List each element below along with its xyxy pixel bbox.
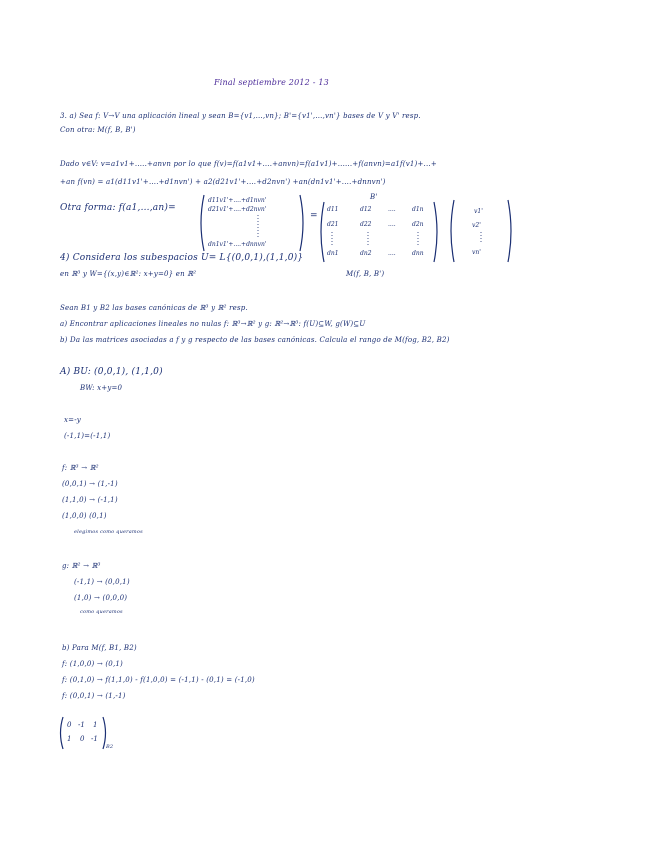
matrix-cell: d1n	[412, 206, 424, 213]
sean-line2: a) Encontrar aplicaciones lineales no nulas f: ℝ³→ℝ² y g: ℝ²→ℝ³: f(U)⊆W, g(W)⊆U	[60, 320, 366, 328]
matrix-cell: d11	[327, 206, 339, 213]
solA-line2: BW: x+y=0	[80, 384, 123, 392]
problem3-line2: Con otra: M(f, B, B')	[60, 126, 136, 134]
result-cell: -1	[78, 721, 85, 729]
basis-vector-cell: v1'	[474, 208, 483, 215]
problem3-line1: 3. a) Sea f: V→V una aplicación lineal y sean B={v1,...,vn}; B'={v1',...,vn'} bases de V y V' resp.	[60, 112, 421, 120]
expression-top: d11v1'+....+d1nvn'	[208, 197, 267, 204]
matrix-cell: ....	[388, 250, 396, 257]
dado-line1: Dado v∈V: v=a1v1+.....+anvn por lo que f(v)=f(a1v1+....+anvn)=f(a1v1)+......+f(anvn)=a1f(v1)+...+	[60, 160, 437, 168]
mf-label: M(f, B, B')	[346, 270, 385, 278]
other-forms-label: Otra forma: f(a1,...,an)=	[60, 203, 176, 213]
page-title: Final septiembre 2012 - 13	[214, 78, 329, 87]
result-cell: 1	[93, 721, 98, 729]
b-prime-label: B'	[370, 193, 378, 201]
solA-line3: x=-y	[64, 416, 81, 424]
solA-line5: f: ℝ³ → ℝ²	[62, 464, 99, 472]
matrix-cell: ....	[388, 221, 396, 228]
expression-mid: d21v1'+....+d2nvn'	[208, 206, 267, 213]
result-cell: -1	[91, 735, 98, 743]
result-matrix-subscript: B2	[106, 744, 114, 750]
solB-line1: b) Para M(f, B1, B2)	[62, 644, 137, 652]
basis-vector-cell: vn'	[472, 249, 481, 256]
matrix-cell: d22	[360, 221, 372, 228]
matrix-cell: d12	[360, 206, 372, 213]
coefficient-matrix	[318, 200, 440, 264]
result-cell: 0	[67, 721, 72, 729]
matrix-cell: ....	[388, 206, 396, 213]
solA-line1: A) BU: (0,0,1), (1,1,0)	[60, 367, 163, 377]
problem4-line1: 4) Considera los subespacios U= L{(0,0,1),(1,1,0)}	[60, 253, 304, 263]
matrix-cell: d2n	[412, 221, 424, 228]
result-cell: 1	[67, 735, 72, 743]
matrix-cell: dn2	[360, 250, 372, 257]
solA-line12: (1,0) → (0,0,0)	[74, 594, 128, 602]
solA-line10: g: ℝ² → ℝ³	[62, 562, 101, 570]
matrix-cell: dn1	[327, 250, 339, 257]
solA-line11: (-1,1) → (0,0,1)	[74, 578, 130, 586]
sean-line1: Sean B1 y B2 las bases canónicas de ℝ³ y ℝ² resp.	[60, 304, 248, 312]
dado-line2: +an f(vn) = a1(d11v1'+....+d1nvn') + a2(d21v1'+....+d2nvn') +an(dn1v1'+....+dnnvn')	[60, 178, 386, 186]
equals-sign: =	[310, 211, 318, 221]
expression-bottom: dn1v1'+....+dnnvn'	[208, 241, 267, 248]
basis-vector-cell: v2'	[472, 222, 481, 229]
solA-line8: (1,0,0) (0,1)	[62, 512, 107, 520]
solB-line4: f: (0,0,1) → (1,-1)	[62, 692, 126, 700]
matrix-cell: dnn	[412, 250, 424, 257]
expression-column	[198, 193, 306, 253]
solA-line7: (1,1,0) → (-1,1)	[62, 496, 118, 504]
result-matrix	[58, 716, 108, 750]
solB-line2: f: (1,0,0) → (0,1)	[62, 660, 123, 668]
solA-line6: (0,0,1) → (1,-1)	[62, 480, 118, 488]
result-cell: 0	[80, 735, 85, 743]
problem4-line2: en ℝ³ y W={(x,y)∈ℝ²: x+y=0} en ℝ²	[60, 270, 197, 278]
basis-vector	[448, 198, 514, 264]
sean-line3: b) Da las matrices asociadas a f y g respecto de las bases canónicas. Calcula el rango de M(fog, B2, B2)	[60, 336, 450, 344]
solA-line13: como queramos	[80, 609, 123, 615]
solA-line4: (-1,1)=(-1,1)	[64, 432, 111, 440]
solA-line9: elegimos como queramos	[74, 529, 143, 535]
matrix-cell: d21	[327, 221, 339, 228]
solB-line3: f: (0,1,0) → f(1,1,0) - f(1,0,0) = (-1,1) - (0,1) = (-1,0)	[62, 676, 255, 684]
